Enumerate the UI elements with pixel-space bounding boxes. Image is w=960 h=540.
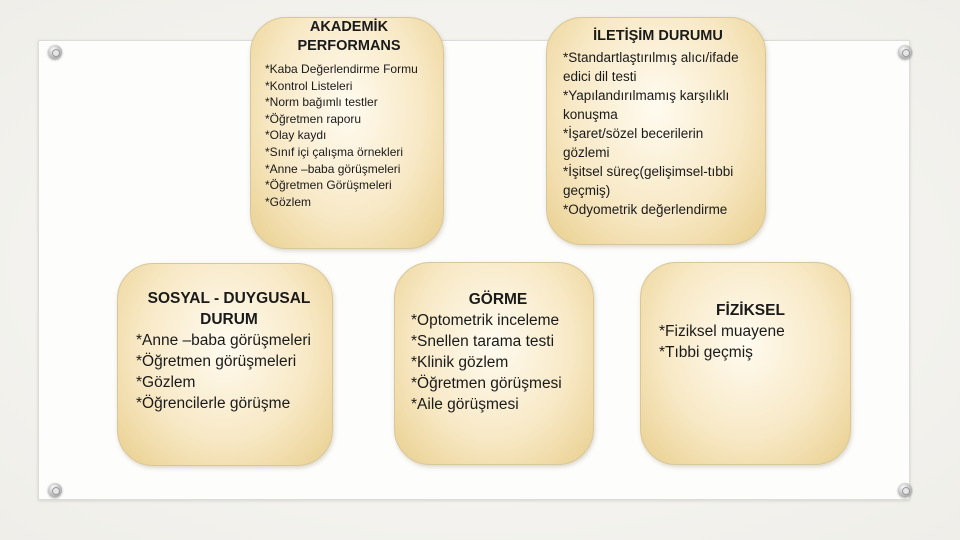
pin-icon <box>898 483 912 497</box>
list-item: *İşaret/sözel becerilerin gözlemi <box>563 126 704 160</box>
list-item: *Aile görüşmesi <box>411 396 519 413</box>
box-title: İLETİŞİM DURUMU <box>593 28 723 44</box>
academic-performance-box <box>250 17 444 249</box>
list-item: *Fiziksel muayene <box>659 323 785 340</box>
vision-box <box>394 262 594 465</box>
list-item: *Olay kaydı <box>265 128 327 143</box>
list-item: *Tıbbi geçmiş <box>659 344 753 361</box>
list-item: *Öğretmen görüşmeleri <box>136 353 297 370</box>
list-item: *Yapılandırılmamış karşılıklı konuşma <box>563 88 730 122</box>
list-item: *Kaba Değerlendirme Formu <box>265 62 418 76</box>
list-item: *İşitsel süreç(gelişimsel-tıbbi geçmiş) <box>563 164 734 198</box>
physical-box <box>640 262 851 465</box>
list-item: *Kontrol Listeleri <box>265 78 353 93</box>
item-list <box>136 330 322 414</box>
list-item: *Snellen tarama testi <box>411 333 555 350</box>
list-item: *Anne –baba görüşmeleri <box>136 332 311 349</box>
item-list <box>659 321 842 363</box>
item-list <box>563 48 753 219</box>
list-item: *Sınıf içi çalışma örnekleri <box>265 144 404 159</box>
list-item: *Optometrik inceleme <box>411 312 560 329</box>
item-list <box>411 310 585 415</box>
social-emotional-box <box>117 263 333 466</box>
list-item: *Öğrencilerle görüşme <box>136 395 291 412</box>
box-title: GÖRME <box>468 291 528 308</box>
list-item: *Öğretmen görüşmesi <box>411 375 562 392</box>
list-item: *Gözlem <box>265 194 312 209</box>
pin-icon <box>898 45 912 59</box>
list-item: *Gözlem <box>136 374 196 391</box>
box-title: FİZİKSEL <box>716 302 785 319</box>
box-title: SOSYAL - DUYGUSAL DURUM <box>147 290 311 328</box>
item-list <box>265 61 433 210</box>
pin-icon <box>48 45 62 59</box>
list-item: *Standartlaştırılmış alıcı/ifade edici dil testi <box>563 50 739 84</box>
list-item: *Anne –baba görüşmeleri <box>265 161 401 176</box>
list-item: *Öğretmen raporu <box>265 111 362 126</box>
list-item: *Öğretmen Görüşmeleri <box>265 178 392 193</box>
pin-icon <box>48 483 62 497</box>
list-item: *Klinik gözlem <box>411 354 509 371</box>
communication-status-box <box>546 17 766 245</box>
list-item: *Odyometrik değerlendirme <box>563 202 728 217</box>
box-title: AKADEMİK PERFORMANS <box>297 19 401 54</box>
list-item: *Norm bağımlı testler <box>265 95 378 110</box>
